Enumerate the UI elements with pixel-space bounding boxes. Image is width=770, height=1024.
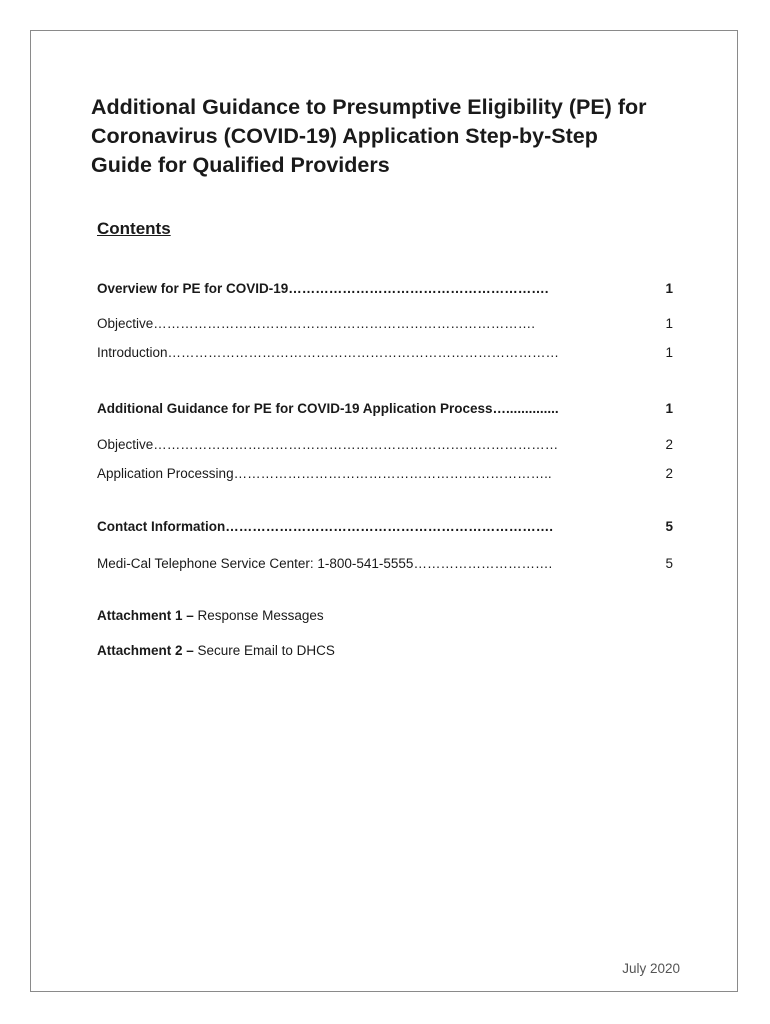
toc-entry-objective[interactable] bbox=[97, 315, 673, 333]
toc-page-number: 2 bbox=[665, 466, 673, 481]
toc-entry-text: Overview for PE for COVID-19…………………………………………………. bbox=[97, 281, 549, 296]
document-title bbox=[91, 93, 691, 180]
toc-page-number: 5 bbox=[665, 519, 673, 534]
toc-entry-telephone-service-center[interactable] bbox=[97, 555, 673, 573]
toc-page-number: 1 bbox=[665, 316, 673, 331]
document-page bbox=[30, 30, 738, 992]
attachment-2[interactable] bbox=[97, 642, 335, 660]
toc-entry-objective-2[interactable] bbox=[97, 436, 673, 454]
attachment-text: Secure Email to DHCS bbox=[193, 643, 335, 658]
toc-entry-text: Introduction…………………………………………………………………………… bbox=[97, 345, 560, 360]
footer-date: July 2020 bbox=[622, 961, 680, 976]
toc-entry-contact-information[interactable] bbox=[97, 518, 673, 536]
title-line: Coronavirus (COVID-19) Application Step-by-Step bbox=[91, 124, 598, 148]
toc-page-number: 1 bbox=[665, 345, 673, 360]
title-line: Additional Guidance to Presumptive Eligibility (PE) for bbox=[91, 95, 647, 119]
toc-entry-text: Objective…………………………………………………………………………. bbox=[97, 316, 536, 331]
toc-page-number: 1 bbox=[665, 401, 673, 416]
toc-entry-overview[interactable] bbox=[97, 280, 673, 298]
toc-entry-additional-guidance[interactable] bbox=[97, 400, 673, 418]
toc-entry-application-processing[interactable] bbox=[97, 465, 673, 483]
toc-entry-text: Objective……………………………………………………………………………… bbox=[97, 437, 559, 452]
title-line: Guide for Qualified Providers bbox=[91, 153, 390, 177]
attachment-label: Attachment 1 – bbox=[97, 608, 194, 623]
toc-entry-text: Application Processing…………………………………………………………….. bbox=[97, 466, 552, 481]
attachment-text: Response Messages bbox=[193, 608, 324, 623]
toc-entry-text: Additional Guidance for PE for COVID-19 Application Process….............. bbox=[97, 401, 559, 416]
toc-entry-introduction[interactable] bbox=[97, 344, 673, 362]
toc-page-number: 2 bbox=[665, 437, 673, 452]
attachment-1[interactable] bbox=[97, 607, 324, 625]
contents-heading: Contents bbox=[97, 219, 171, 238]
attachment-label: Attachment 2 – bbox=[97, 643, 194, 658]
toc-page-number: 5 bbox=[665, 556, 673, 571]
toc-page-number: 1 bbox=[665, 281, 673, 296]
toc-entry-text: Contact Information………………………………………………………………. bbox=[97, 519, 553, 534]
toc-entry-text: Medi-Cal Telephone Service Center: 1-800-541-5555…………………………. bbox=[97, 556, 553, 571]
